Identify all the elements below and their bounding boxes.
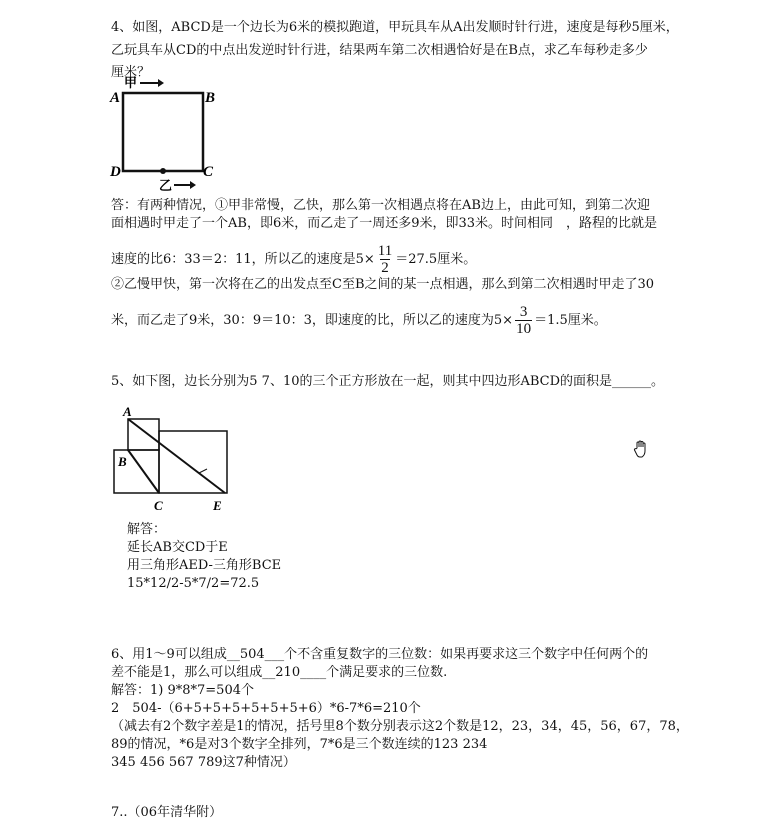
problem6-line-1: 6、用1～9可以组成__504___个不含重复数字的三位数：如果再要求这三个数字中任何两个的 — [111, 647, 649, 662]
fraction2-denominator: 10 — [516, 321, 532, 337]
yi-arrowhead-icon — [190, 181, 196, 189]
fraction-11-over-2 — [377, 243, 393, 276]
car-jia-label: 甲 — [124, 76, 138, 91]
problem7-title: 7..（06年清华附） — [111, 805, 223, 820]
problem4-answer-line-5: 米，而乙走了9米，30：9＝10：3，即速度的比，所以乙的速度为5× — [111, 313, 514, 328]
problem4-track-figure — [108, 74, 218, 194]
problem5-squares-figure — [108, 404, 228, 514]
label-e: E — [213, 498, 222, 513]
problem6-line-3: 解答：1) 9*8*7=504个 — [111, 683, 254, 698]
fraction1-numerator: 11 — [377, 243, 393, 259]
problem5-solution-line-2: 延长AB交CD于E — [127, 540, 228, 555]
car-yi-label: 乙 — [159, 179, 173, 194]
problem4-question-line-2: 乙玩具车从CD的中点出发逆时针行进，结果两车第二次相遇恰好是在B点，求乙车每秒走多少 — [111, 43, 648, 58]
problem6-line-4: 2 504-（6+5+5+5+5+5+5+6）*6-7*6=210个 — [111, 701, 421, 716]
problem4-answer-line-3-result: ＝27.5厘米。 — [395, 252, 477, 267]
problem4-question-line-1: 4、如图，ABCD是一个边长为6米的模拟跑道，甲玩具车从A出发顺时针行进，速度是每秒5厘米， — [111, 20, 679, 35]
problem4-question-line-3: 厘米？ — [111, 65, 151, 80]
label-d: D — [110, 164, 121, 180]
problem4-answer-line-5-result: ＝1.5厘米。 — [534, 313, 607, 328]
fraction1-denominator: 2 — [381, 260, 389, 276]
track-square — [123, 93, 203, 171]
fraction2-numerator: 3 — [519, 304, 528, 320]
jia-arrowhead-icon — [158, 79, 164, 87]
problem6-line-2: 差不能是1，那么可以组成__210____个满足要求的三位数. — [111, 665, 448, 680]
problem5-solution-line-3: 用三角形AED-三角形BCE — [127, 558, 282, 573]
midpoint-dot — [160, 168, 166, 174]
problem5-solution-line-4: 15*12/2-5*7/2=72.5 — [127, 576, 260, 591]
fraction-3-over-10 — [515, 304, 532, 337]
label-c: C — [203, 164, 214, 180]
problem4-answer-line-2: 面相遇时甲走了一个AB，即6米，而乙走了一周还多9米，即33米。时间相同 ，路程的比就是 — [111, 216, 658, 231]
problem6-line-7: 345 456 567 789这7种情况） — [111, 755, 296, 770]
square-large — [159, 431, 227, 493]
line-bc — [128, 450, 159, 493]
label-a: A — [123, 404, 132, 419]
problem4-answer-line-1: 答：有两种情况，①甲非常慢，乙快，那么第一次相遇点将在AB边上，由此可知，到第二次迎 — [111, 198, 650, 213]
problem4-answer-line-3: 速度的比6：33＝2：11，所以乙的速度是5× — [111, 252, 375, 267]
problem6-line-6: 89的情况，*6是对3个数字全排列，7*6是三个数连续的123 234 — [111, 737, 488, 752]
problem4-answer-line-4: ②乙慢甲快，第一次将在乙的出发点至C至B之间的某一点相遇，那么到第二次相遇时甲走了30 — [111, 277, 655, 292]
label-b: B — [205, 90, 216, 106]
label-a: A — [110, 90, 121, 106]
stray-mark — [199, 469, 207, 473]
problem5-question: 5、如下图，边长分别为5 7、10的三个正方形放在一起，则其中四边形ABCD的面积是______。 — [111, 374, 665, 389]
hand-cursor-icon — [632, 439, 650, 459]
problem6-line-5: （减去有2个数字差是1的情况，括号里8个数分别表示这2个数是12，23，34，45，56，67，78， — [111, 719, 689, 734]
problem4-answer-line-3-row — [111, 235, 477, 276]
problem4-answer-line-5-row — [111, 296, 607, 337]
label-b: B — [118, 454, 127, 469]
problem5-solution-line-1: 解答： — [127, 522, 167, 537]
label-c: C — [154, 498, 163, 513]
line-ae — [128, 419, 225, 493]
